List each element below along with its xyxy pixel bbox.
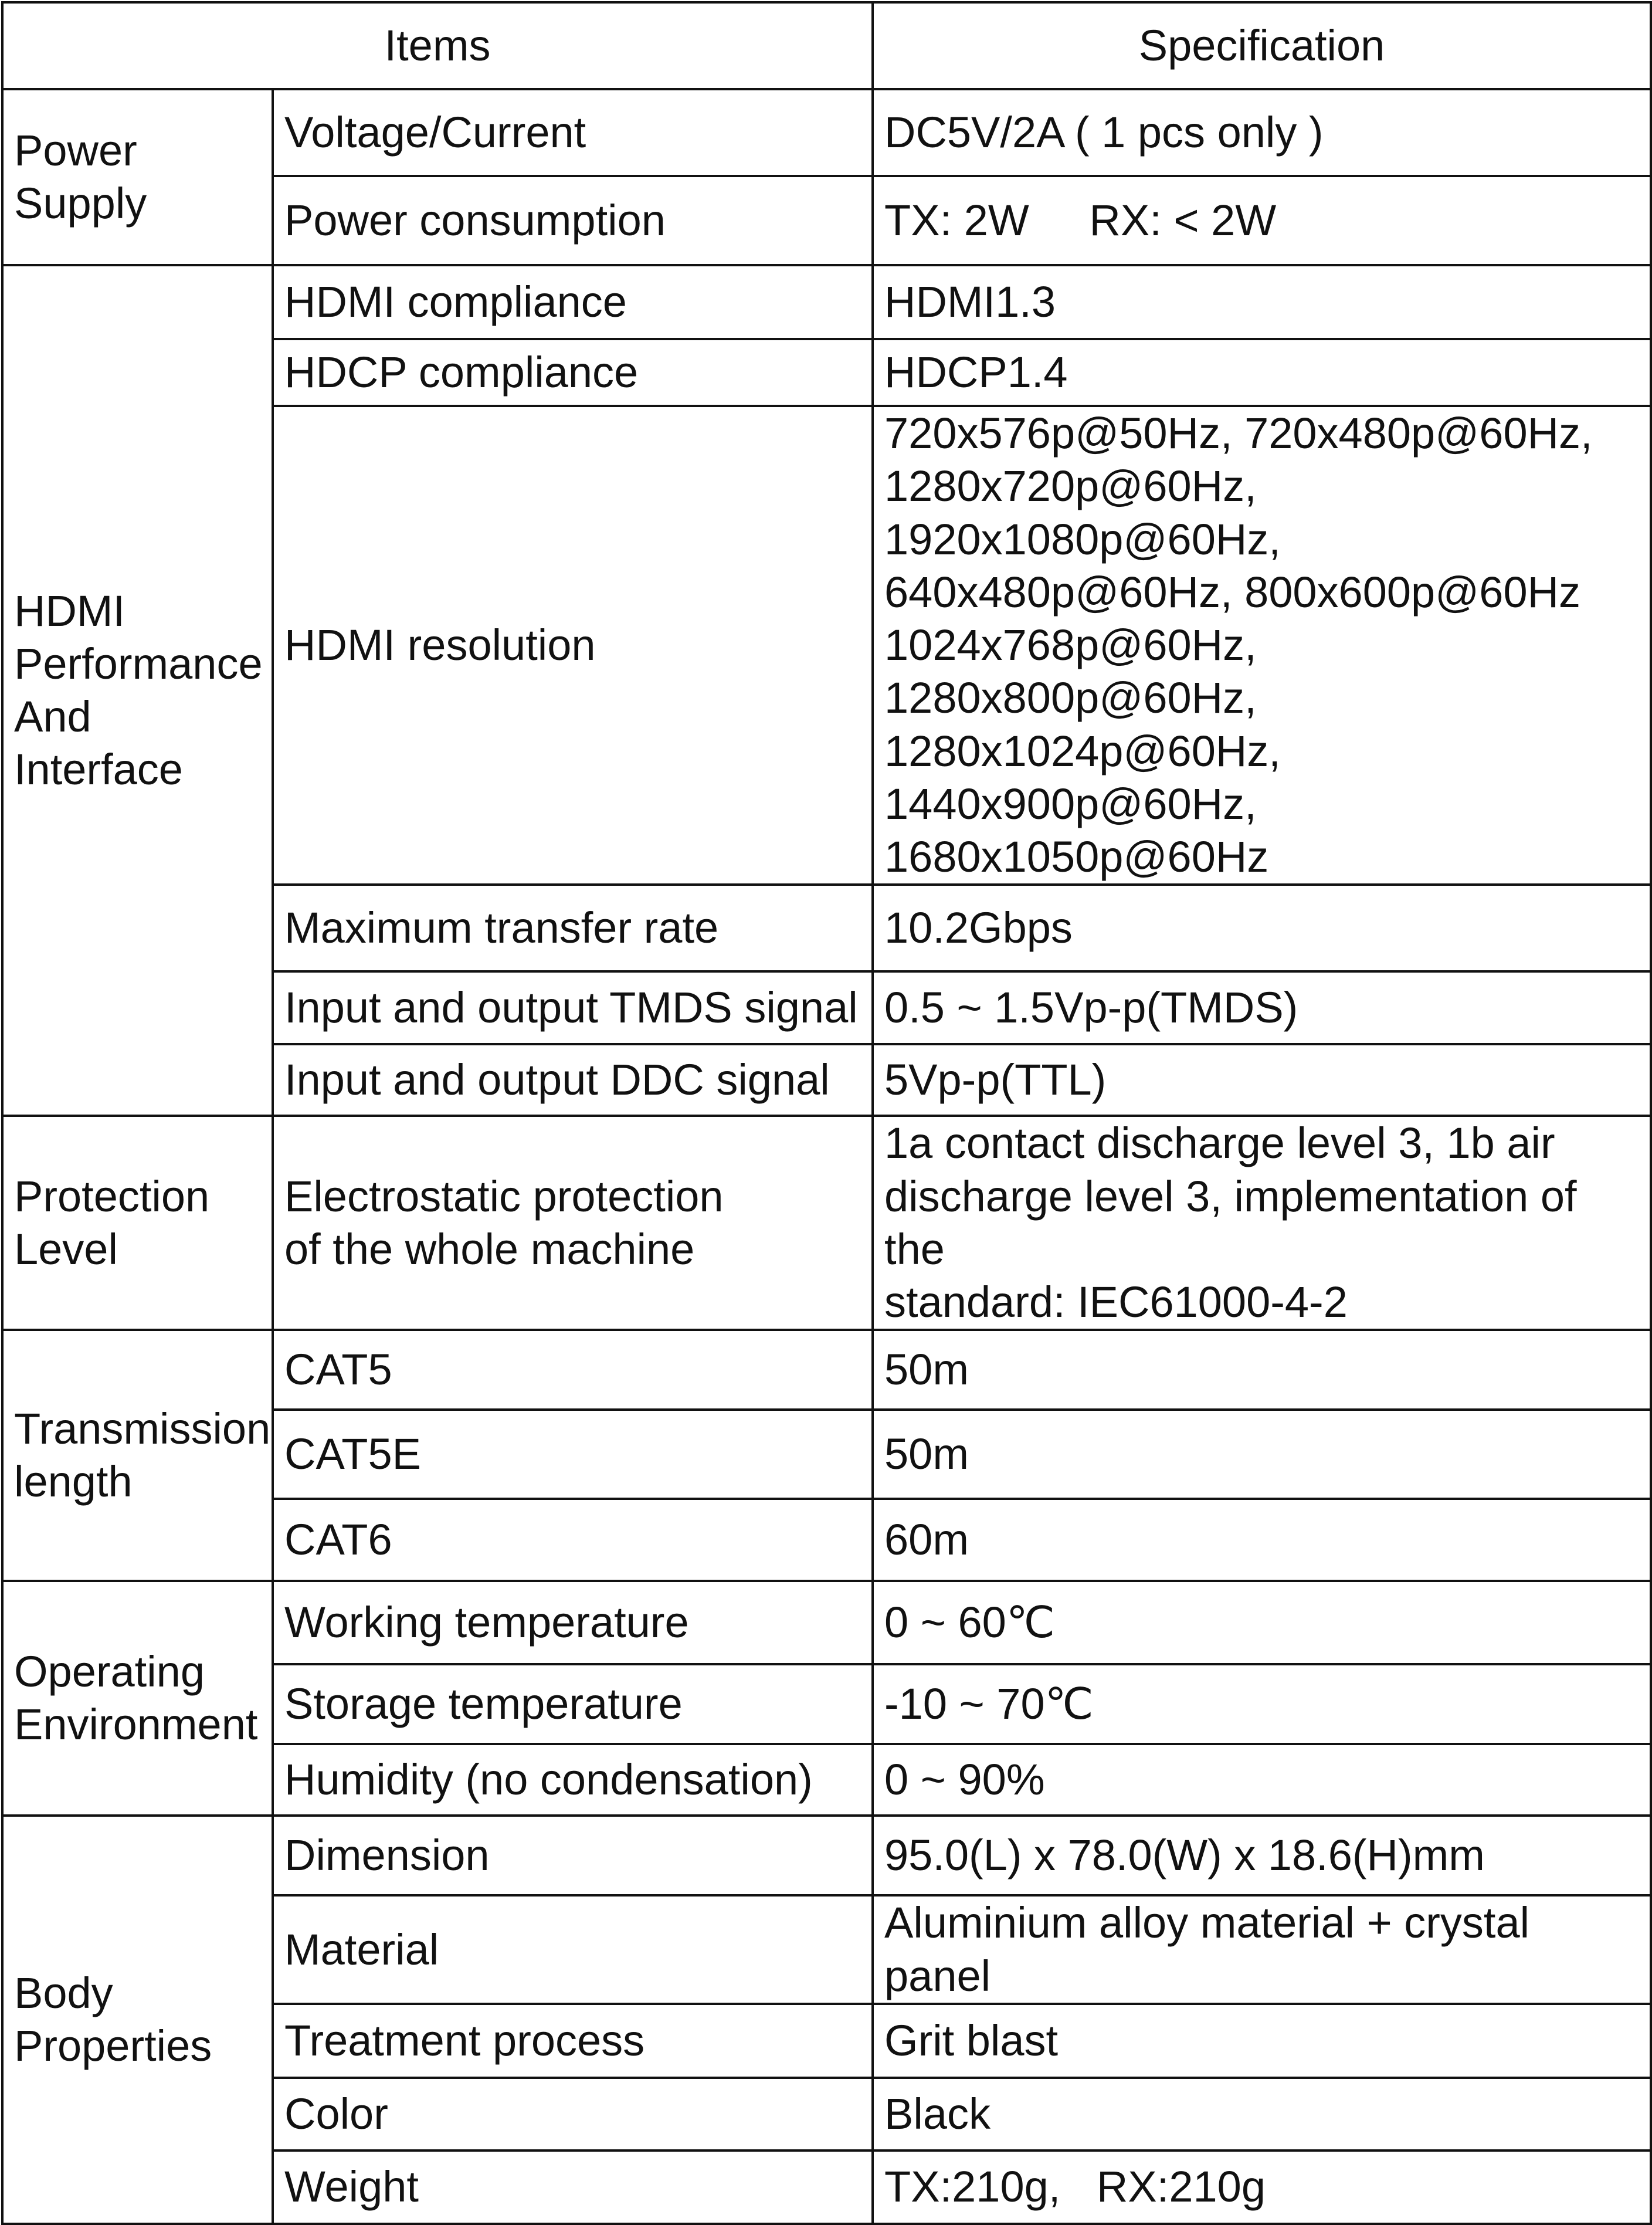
item-cell: Weight [273,2151,873,2224]
item-cell: Humidity (no condensation) [273,1744,873,1816]
group-title-hdmi: HDMI Performance And Interface [2,265,273,1116]
item-cell: Input and output DDC signal [273,1044,873,1116]
table-row [2,265,1651,339]
item-cell: Working temperature [273,1581,873,1664]
item-cell: Maximum transfer rate [273,885,873,971]
item-cell: HDMI compliance [273,265,873,339]
item-cell: CAT6 [273,1499,873,1581]
table-row [2,1816,1651,1895]
header-row [2,2,1651,89]
group-title-protection: Protection Level [2,1116,273,1330]
spec-cell: 10.2Gbps [873,885,1651,971]
group-title-body: Body Properties [2,1816,273,2224]
table-row [2,1116,1651,1330]
spec-cell: TX: 2W RX: < 2W [873,176,1651,265]
item-cell: Color [273,2078,873,2151]
table-row [2,89,1651,176]
spec-cell: Aluminium alloy material + crystal panel [873,1895,1651,2004]
spec-cell: -10 ~ 70℃ [873,1664,1651,1744]
table-row [2,1330,1651,1410]
spec-cell: TX:210g, RX:210g [873,2151,1651,2224]
table-row [2,1581,1651,1664]
spec-cell: 50m [873,1330,1651,1410]
group-title-transmission: Transmission length [2,1330,273,1581]
group-title-power-supply: Power Supply [2,89,273,265]
item-cell: HDMI resolution [273,406,873,885]
spec-cell: 720x576p@50Hz, 720x480p@60Hz, 1280x720p@60Hz, 1920x1080p@60Hz, 640x480p@60Hz, 800x600p@60Hz 1024x768p@60Hz, 1280x800p@60Hz, 1280x1024p@60Hz, 1440x900p@60Hz, 1680x1050p@60Hz [873,406,1651,885]
spec-cell: HDMI1.3 [873,265,1651,339]
item-cell: Power consumption [273,176,873,265]
header-specification: Specification [873,2,1651,89]
spec-cell: 5Vp-p(TTL) [873,1044,1651,1116]
spec-cell: 1a contact discharge level 3, 1b air discharge level 3, implementation of the standard: IEC61000-4-2 [873,1116,1651,1330]
item-cell: CAT5E [273,1410,873,1499]
spec-cell: HDCP1.4 [873,339,1651,406]
item-cell: Electrostatic protection of the whole machine [273,1116,873,1330]
spec-cell: 0.5 ~ 1.5Vp-p(TMDS) [873,971,1651,1044]
spec-cell: DC5V/2A ( 1 pcs only ) [873,89,1651,176]
header-items: Items [2,2,873,89]
item-cell: Voltage/Current [273,89,873,176]
item-cell: CAT5 [273,1330,873,1410]
spec-cell: 0 ~ 60℃ [873,1581,1651,1664]
group-title-operating: Operating Environment [2,1581,273,1816]
spec-cell: 95.0(L) x 78.0(W) x 18.6(H)mm [873,1816,1651,1895]
item-cell: Treatment process [273,2004,873,2078]
spec-cell: 50m [873,1410,1651,1499]
item-cell: Storage temperature [273,1664,873,1744]
spec-table [1,1,1652,2225]
item-cell: HDCP compliance [273,339,873,406]
spec-cell: 60m [873,1499,1651,1581]
spec-cell: Grit blast [873,2004,1651,2078]
item-cell: Input and output TMDS signal [273,971,873,1044]
spec-cell: Black [873,2078,1651,2151]
item-cell: Material [273,1895,873,2004]
spec-cell: 0 ~ 90% [873,1744,1651,1816]
item-cell: Dimension [273,1816,873,1895]
